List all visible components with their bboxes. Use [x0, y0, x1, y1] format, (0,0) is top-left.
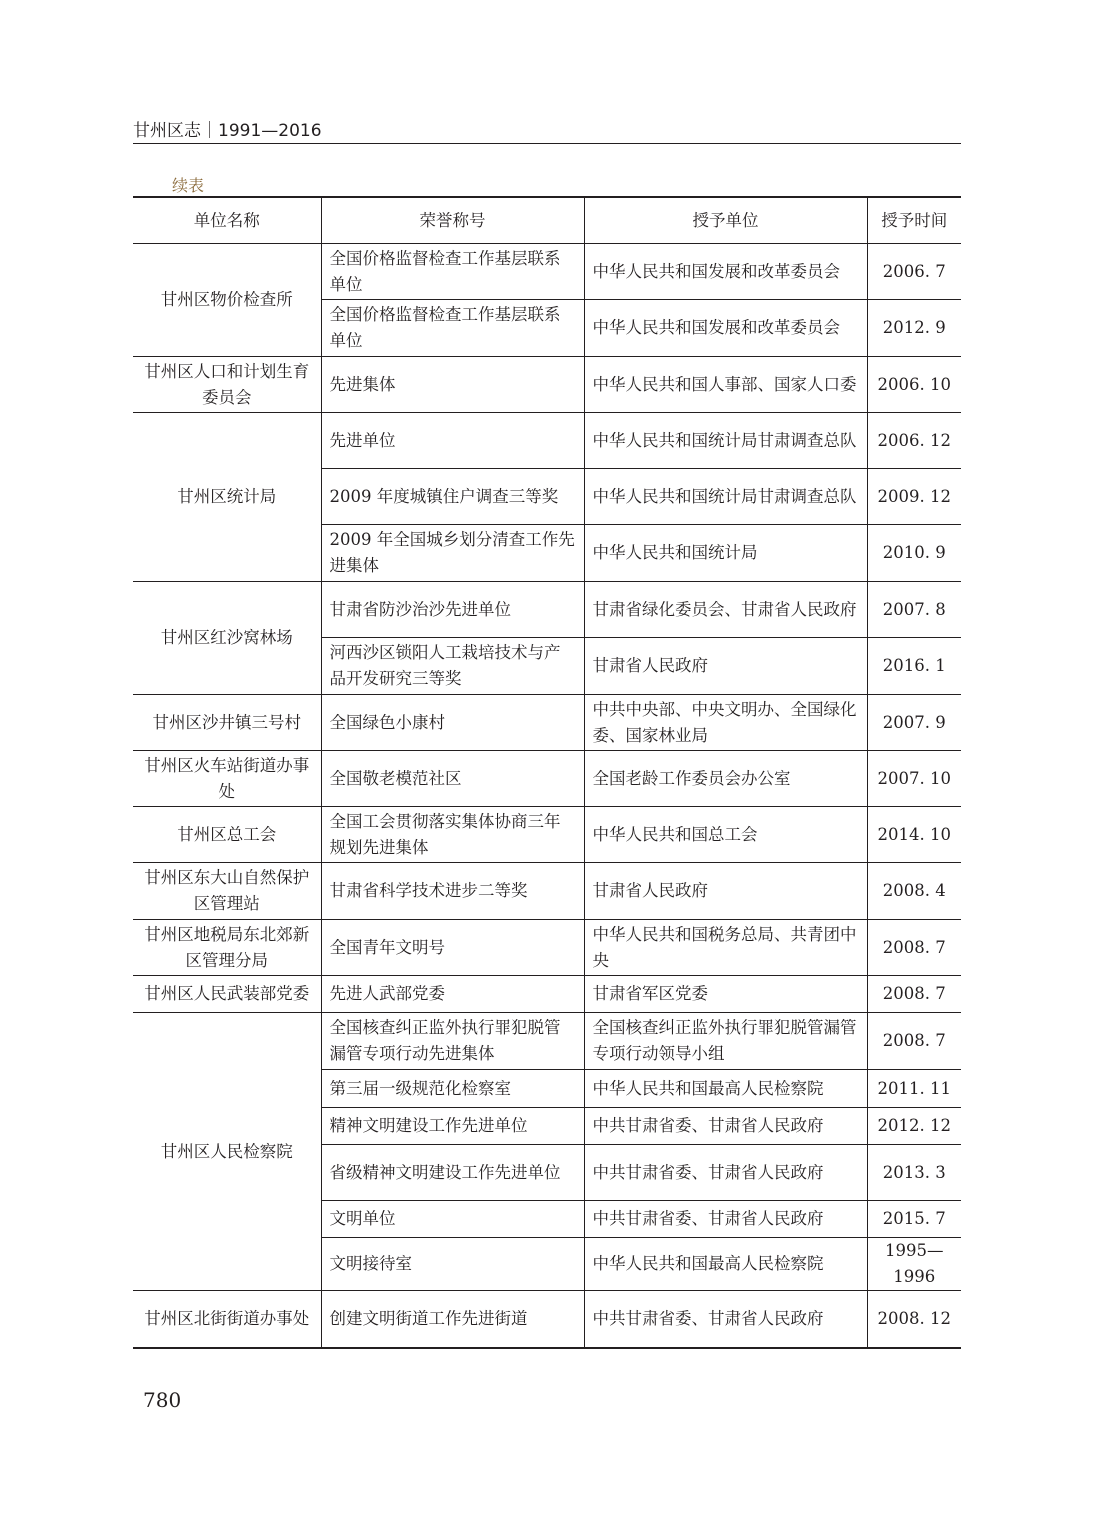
page-number: 780: [143, 1388, 182, 1412]
grantor-cell: 全国核查纠正监外执行罪犯脱管漏管专项行动领导小组: [584, 1013, 867, 1070]
grantor-cell: 中华人民共和国税务总局、共青团中央: [584, 920, 867, 976]
column-header-date: 授予时间: [867, 197, 961, 244]
grantor-cell: 全国老龄工作委员会办公室: [584, 751, 867, 807]
unit-name-cell: 甘州区地税局东北郊新区管理分局: [133, 920, 321, 976]
grantor-cell: 中共甘肃省委、甘肃省人民政府: [584, 1108, 867, 1145]
table-row: [133, 807, 961, 863]
unit-name-cell: 甘州区统计局: [133, 413, 321, 582]
unit-name-cell: 甘州区物价检查所: [133, 244, 321, 357]
date-cell: 2009. 12: [867, 469, 961, 525]
grantor-cell: 中华人民共和国统计局甘肃调查总队: [584, 413, 867, 469]
table-row: [133, 695, 961, 751]
table-body: [133, 244, 961, 1348]
unit-name-cell: 甘州区沙井镇三号村: [133, 695, 321, 751]
date-cell: 2012. 9: [867, 300, 961, 357]
honor-cell: 全国价格监督检查工作基层联系单位: [321, 244, 584, 300]
grantor-cell: 甘肃省人民政府: [584, 863, 867, 920]
date-cell: 2014. 10: [867, 807, 961, 863]
date-cell: 2007. 9: [867, 695, 961, 751]
table-row: [133, 413, 961, 469]
honor-cell: 第三届一级规范化检察室: [321, 1070, 584, 1108]
table-row: [133, 976, 961, 1013]
table-row: [133, 582, 961, 638]
date-cell: 2008. 7: [867, 1013, 961, 1070]
honor-cell: 先进单位: [321, 413, 584, 469]
date-cell: 2008. 12: [867, 1291, 961, 1348]
honor-cell: 创建文明街道工作先进街道: [321, 1291, 584, 1348]
honor-cell: 全国敬老模范社区: [321, 751, 584, 807]
honor-cell: 2009 年度城镇住户调查三等奖: [321, 469, 584, 525]
grantor-cell: 中共中央部、中央文明办、全国绿化委、国家林业局: [584, 695, 867, 751]
grantor-cell: 中共甘肃省委、甘肃省人民政府: [584, 1291, 867, 1348]
grantor-cell: 中共甘肃省委、甘肃省人民政府: [584, 1145, 867, 1201]
date-cell: 2006. 12: [867, 413, 961, 469]
honor-cell: 甘肃省防沙治沙先进单位: [321, 582, 584, 638]
unit-name-cell: 甘州区总工会: [133, 807, 321, 863]
unit-name-cell: 甘州区东大山自然保护区管理站: [133, 863, 321, 920]
date-cell: 2015. 7: [867, 1201, 961, 1238]
honor-cell: 精神文明建设工作先进单位: [321, 1108, 584, 1145]
honor-cell: 全国工会贯彻落实集体协商三年规划先进集体: [321, 807, 584, 863]
honor-cell: 先进集体: [321, 357, 584, 413]
grantor-cell: 中华人民共和国最高人民检察院: [584, 1238, 867, 1291]
date-cell: 2010. 9: [867, 525, 961, 582]
date-cell: 1995—1996: [867, 1238, 961, 1291]
column-header-unit: 单位名称: [133, 197, 321, 244]
header-rule: [133, 143, 961, 144]
date-cell: 2011. 11: [867, 1070, 961, 1108]
running-header: 甘州区志｜1991—2016: [133, 121, 322, 141]
honor-cell: 全国价格监督检查工作基层联系单位: [321, 300, 584, 357]
grantor-cell: 中华人民共和国发展和改革委员会: [584, 244, 867, 300]
table-row: [133, 920, 961, 976]
honor-cell: 先进人武部党委: [321, 976, 584, 1013]
unit-name-cell: 甘州区红沙窝林场: [133, 582, 321, 695]
date-cell: 2013. 3: [867, 1145, 961, 1201]
table-row: [133, 863, 961, 920]
grantor-cell: 中华人民共和国统计局: [584, 525, 867, 582]
honor-cell: 省级精神文明建设工作先进单位: [321, 1145, 584, 1201]
date-cell: 2007. 10: [867, 751, 961, 807]
table-row: [133, 751, 961, 807]
honor-cell: 甘肃省科学技术进步二等奖: [321, 863, 584, 920]
date-cell: 2008. 7: [867, 920, 961, 976]
honors-table: [133, 196, 961, 1349]
honor-cell: 全国绿色小康村: [321, 695, 584, 751]
grantor-cell: 中华人民共和国总工会: [584, 807, 867, 863]
table-row: [133, 1291, 961, 1348]
grantor-cell: 中华人民共和国发展和改革委员会: [584, 300, 867, 357]
date-cell: 2008. 4: [867, 863, 961, 920]
unit-name-cell: 甘州区人口和计划生育委员会: [133, 357, 321, 413]
honor-cell: 文明接待室: [321, 1238, 584, 1291]
unit-name-cell: 甘州区人民武装部党委: [133, 976, 321, 1013]
honor-cell: 2009 年全国城乡划分清查工作先进集体: [321, 525, 584, 582]
grantor-cell: 中共甘肃省委、甘肃省人民政府: [584, 1201, 867, 1238]
table-row: [133, 244, 961, 300]
honor-cell: 文明单位: [321, 1201, 584, 1238]
grantor-cell: 甘肃省军区党委: [584, 976, 867, 1013]
grantor-cell: 甘肃省绿化委员会、甘肃省人民政府: [584, 582, 867, 638]
date-cell: 2012. 12: [867, 1108, 961, 1145]
honor-cell: 河西沙区锁阳人工栽培技术与产品开发研究三等奖: [321, 638, 584, 695]
column-header-grantor: 授予单位: [584, 197, 867, 244]
grantor-cell: 中华人民共和国人事部、国家人口委: [584, 357, 867, 413]
unit-name-cell: 甘州区北街街道办事处: [133, 1291, 321, 1348]
column-header-honor: 荣誉称号: [321, 197, 584, 244]
grantor-cell: 中华人民共和国统计局甘肃调查总队: [584, 469, 867, 525]
date-cell: 2006. 10: [867, 357, 961, 413]
date-cell: 2006. 7: [867, 244, 961, 300]
grantor-cell: 中华人民共和国最高人民检察院: [584, 1070, 867, 1108]
date-cell: 2008. 7: [867, 976, 961, 1013]
continued-label: 续表: [172, 176, 205, 195]
date-cell: 2016. 1: [867, 638, 961, 695]
unit-name-cell: 甘州区火车站街道办事处: [133, 751, 321, 807]
unit-name-cell: 甘州区人民检察院: [133, 1013, 321, 1291]
honor-cell: 全国青年文明号: [321, 920, 584, 976]
date-cell: 2007. 8: [867, 582, 961, 638]
grantor-cell: 甘肃省人民政府: [584, 638, 867, 695]
table-row: [133, 357, 961, 413]
table-header-row: [133, 197, 961, 244]
table-row: [133, 1013, 961, 1070]
honor-cell: 全国核查纠正监外执行罪犯脱管漏管专项行动先进集体: [321, 1013, 584, 1070]
